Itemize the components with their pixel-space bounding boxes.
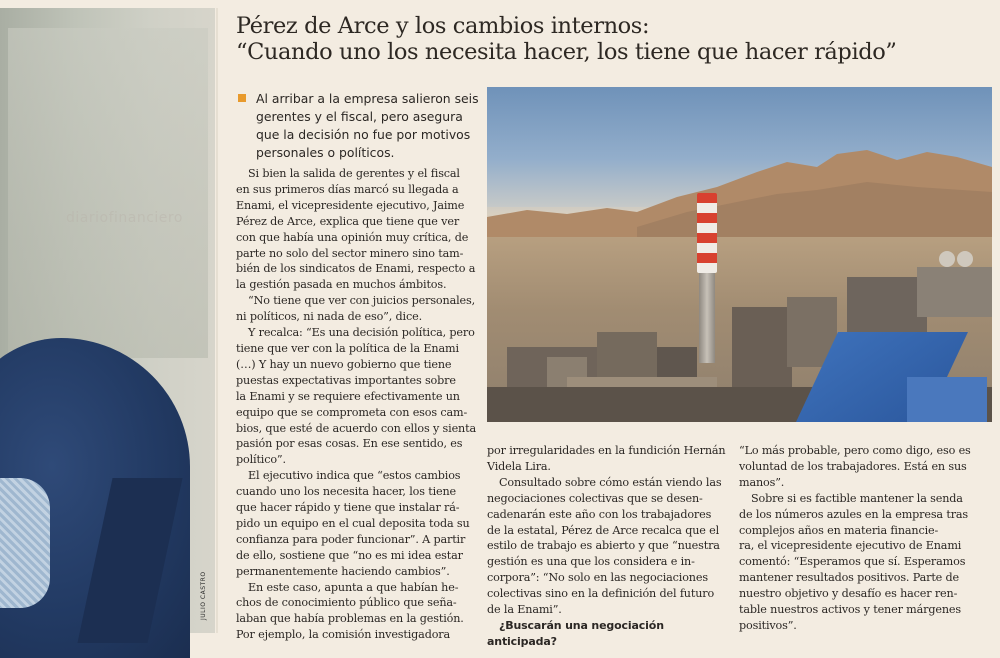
headline-line-2: “Cuando uno los necesita hacer, los tiene que hacer rápido” <box>236 39 897 65</box>
smelter-photo <box>487 87 992 422</box>
lead-line: Al arribar a la empresa salieron seis <box>256 91 479 106</box>
paragraph: El ejecutivo indica que “estos cambios cuando uno los necesita hacer, los tiene que hacer rápido y tiene que instalar rá- pido un equipo en el cual deposita toda su confianza para poder funcionar”. A partir de ello, sostiene que “no es mi idea estar permanentemente haciendo cambios”. <box>236 469 470 578</box>
chimney-stripes <box>697 193 717 273</box>
lead-line: que la decisión no fue por motivos <box>256 127 471 142</box>
headline <box>236 13 996 65</box>
lead-line: gerentes y el fiscal, pero asegura <box>256 109 463 124</box>
paragraph: Sobre si es factible mantener la senda de los números azules en la empresa tras complejos años en materia financie- ra, el vicepresidente ejecutivo de Enami comentó: “Esperamos que sí. Esperamos mantener resultados positivos. Parte de nuestro objetivo y desafío es hacer ren- table nuestros activos y tener márgenes positivos”. <box>739 491 969 632</box>
paragraph: “No tiene que ver con juicios personales, ni políticos, ni nada de eso”, dice. <box>236 294 475 324</box>
blue-roof <box>907 377 987 422</box>
body-column-2 <box>487 443 727 650</box>
shirt-cuff <box>0 478 50 608</box>
paragraph: En este caso, apunta a que habían he- chos de conocimiento público que seña- laban que había problemas en la gestión. Por ejemplo, la comisión investigadora <box>236 580 464 642</box>
body-column-3 <box>739 443 991 634</box>
body-column-1 <box>236 166 474 643</box>
watermark: diariofinanciero <box>66 210 183 226</box>
paragraph: Consultado sobre cómo están viendo las negociaciones colectivas que se desen- cadenarán este año con los trabajadores de la estatal, Pérez de Arce recalca que el estilo de trabajo es abierto y que “nuestra gestión es una que los considera e in- corpora”: “No solo en las negociaciones colectivas sino en la definición del futuro de la Enami”. <box>487 475 722 617</box>
lead-line: personales o políticos. <box>256 145 395 160</box>
headline-line-1: Pérez de Arce y los cambios internos: <box>236 13 650 39</box>
photo-credit: JULIO CASTRO <box>200 571 207 620</box>
paragraph: Si bien la salida de gerentes y el fiscal en sus primeros días marcó su llegada a Enami, el vicepresidente ejecutivo, Jaime Pérez de Arce, explica que tiene que ver con que había una opinión muy crítica, de parte no solo del sector minero sino tam- bién de los sindicatos de Enami, respecto a la gestión pasada en muchos ámbitos. <box>236 167 476 292</box>
column-divider <box>216 8 218 633</box>
lead-bullet-icon <box>238 94 246 102</box>
paragraph: por irregularidades en la fundición Hernán Videla Lira. <box>487 444 726 473</box>
paragraph: Y recalca: “Es una decisión política, pero tiene que ver con la política de la Enami (…) Y hay un nuevo gobierno que tiene puestas expectativas importantes sobre la Enami y se requiere efectivamente un equipo que se comprometa con esos cam- bios, que esté de acuerdo con ellos y sienta pasión por esas cosas. En ese sentido, es político”. <box>236 326 476 467</box>
subheading-question: ¿Buscarán una negociación anticipada? <box>487 618 664 648</box>
lead-paragraph <box>238 90 478 162</box>
portrait-photo <box>0 8 215 633</box>
paragraph: “Lo más probable, pero como digo, eso es voluntad de los trabajadores. Está en sus manos”. <box>739 444 971 489</box>
